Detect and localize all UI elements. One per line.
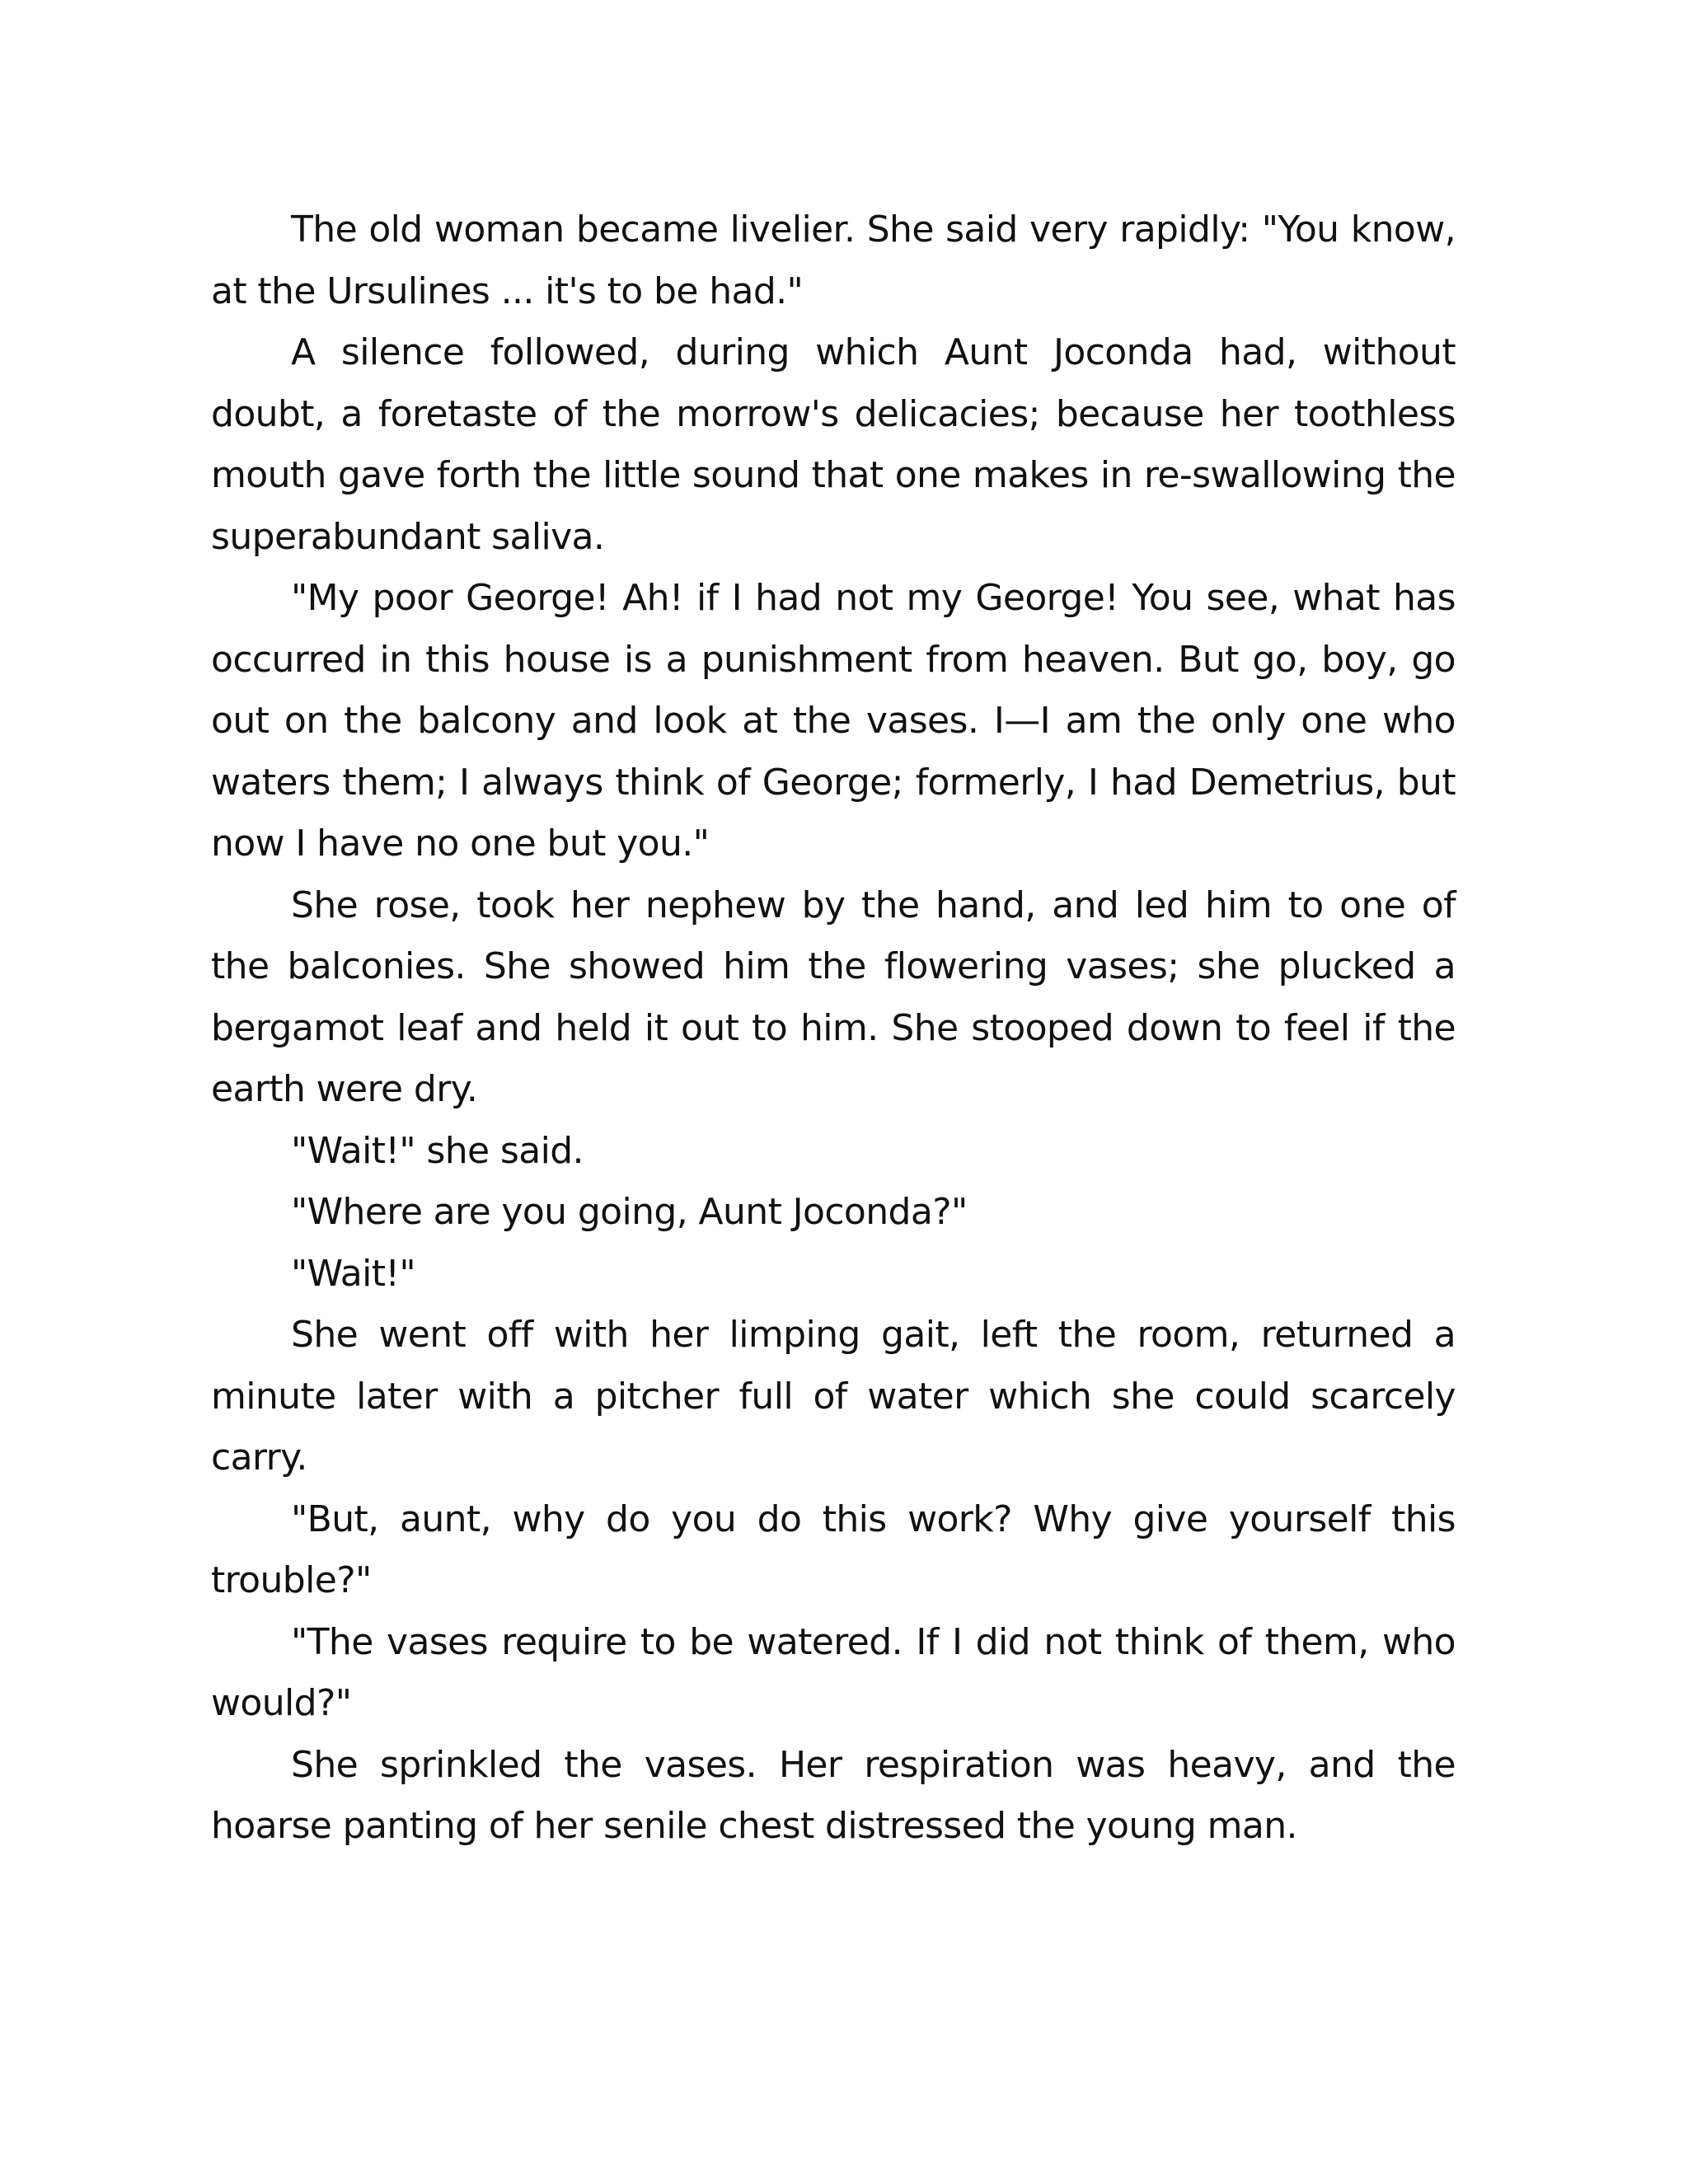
paragraph: "Where are you going, Aunt Joconda?" bbox=[291, 1191, 968, 1233]
paragraph: "Wait!" bbox=[291, 1252, 416, 1295]
paragraph: "But, aunt, why do you do this work? Why give yourself this trouble?" bbox=[211, 1497, 1456, 1601]
paragraph: She went off with her limping gait, left the room, returned a minute later with a pitcher full of water which she could scarcely carry. bbox=[211, 1314, 1456, 1479]
paragraph: "The vases require to be watered. If I did not think of them, who would?" bbox=[211, 1620, 1456, 1724]
paragraph: The old woman became livelier. She said very rapidly: "You know, at the Ursulines ... it's to be had." bbox=[211, 209, 1456, 312]
paragraph: She rose, took her nephew by the hand, and led him to one of the balconies. She showed him the flowering vases; she plucked a bergamot leaf and held it out to him. She stooped down to feel if the earth were dry. bbox=[211, 883, 1456, 1110]
paragraph: A silence followed, during which Aunt Joconda had, without doubt, a foretaste of the morrow's delicacies; because her toothless mouth gave forth the little sound that one makes in re-swallowing the superabundant saliva. bbox=[211, 331, 1456, 558]
paragraph: "My poor George! Ah! if I had not my George! You see, what has occurred in this house is a punishment from heaven. But go, boy, go out on the balcony and look at the vases. I—I am the only one who waters them; I always think of George; formerly, I had Demetrius, but now I have no one but you." bbox=[211, 577, 1456, 865]
paragraph: She sprinkled the vases. Her respiration was heavy, and the hoarse panting of her senile chest distressed the young man. bbox=[211, 1743, 1456, 1847]
paragraph: "Wait!" she said. bbox=[291, 1129, 584, 1172]
body-text bbox=[211, 199, 1456, 1858]
